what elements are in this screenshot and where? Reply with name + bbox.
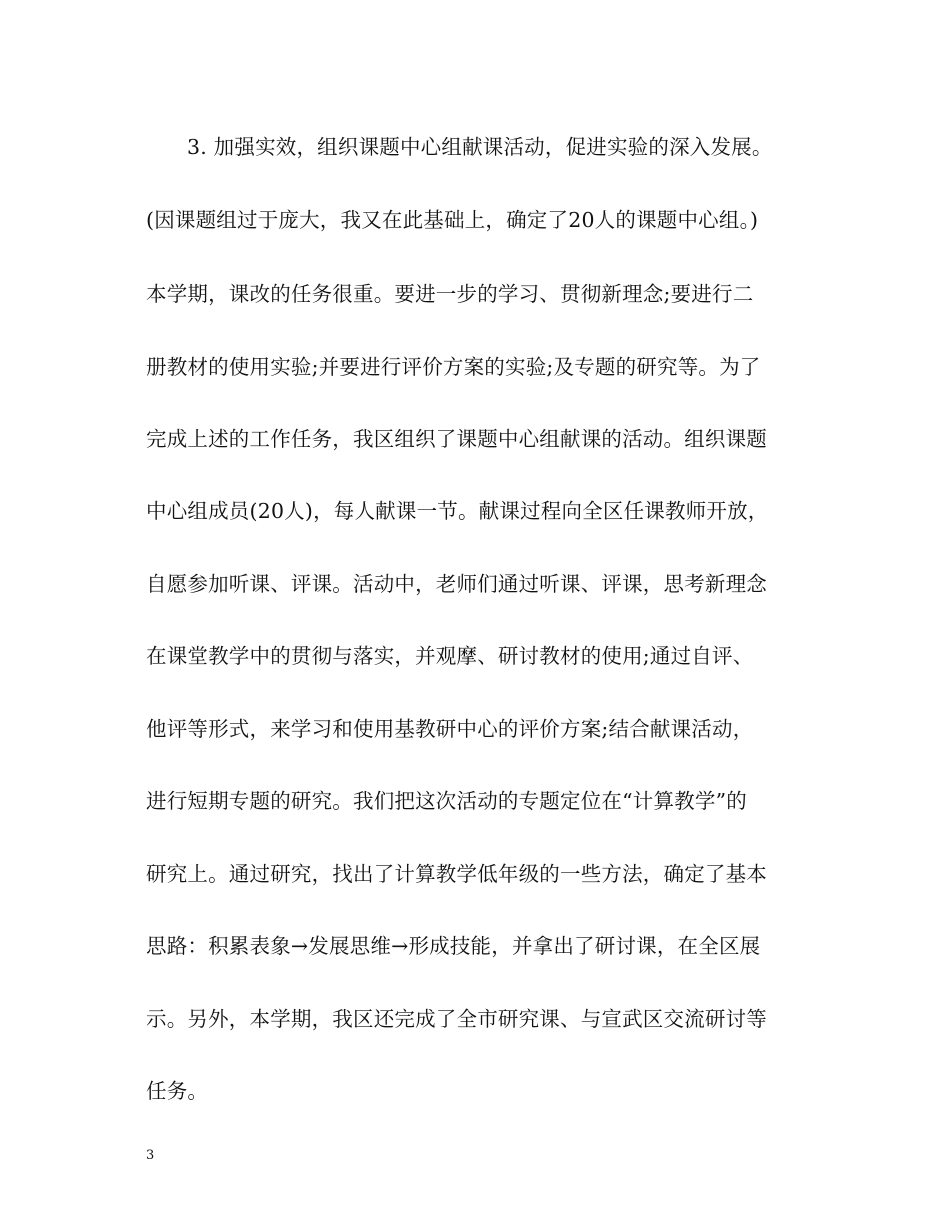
text-line-12: 思路：积累表象→发展思维→形成技能，并拿出了研讨课，在全区展 — [146, 934, 761, 958]
text-line-4: 册教材的使用实验;并要进行评价方案的实验;及专题的研究等。为了 — [146, 355, 761, 379]
text-line-2: (因课题组过于庞大，我又在此基础上，确定了20人的课题中心组。) — [146, 208, 759, 232]
text-line-5: 完成上述的工作任务，我区组织了课题中心组献课的活动。组织课题 — [146, 427, 767, 451]
text-line-11: 研究上。通过研究，找出了计算教学低年级的一些方法，确定了基本 — [146, 862, 767, 886]
text-line-8: 在课堂教学中的贯彻与落实，并观摩、研讨教材的使用;通过自评、 — [146, 644, 754, 668]
text-line-14: 任务。 — [146, 1079, 209, 1103]
text-line-7: 自愿参加听课、评课。活动中，老师们通过听课、评课，思考新理念 — [146, 572, 767, 596]
text-line-1: 3. 加强实效，组织课题中心组献课活动，促进实验的深入发展。 — [187, 135, 773, 159]
page-number: 3 — [146, 1148, 155, 1163]
text-line-13: 示。另外，本学期，我区还完成了全市研究课、与宣武区交流研讨等 — [146, 1007, 767, 1031]
text-line-10: 进行短期专题的研究。我们把这次活动的专题定位在“计算教学”的 — [146, 789, 747, 813]
text-line-9: 他评等形式，来学习和使用基教研中心的评价方案;结合献课活动， — [146, 717, 754, 741]
text-line-3: 本学期，课改的任务很重。要进一步的学习、贯彻新理念;要进行二 — [146, 282, 754, 306]
text-line-6: 中心组成员(20人)，每人献课一节。献课过程向全区任课教师开放， — [146, 499, 769, 523]
